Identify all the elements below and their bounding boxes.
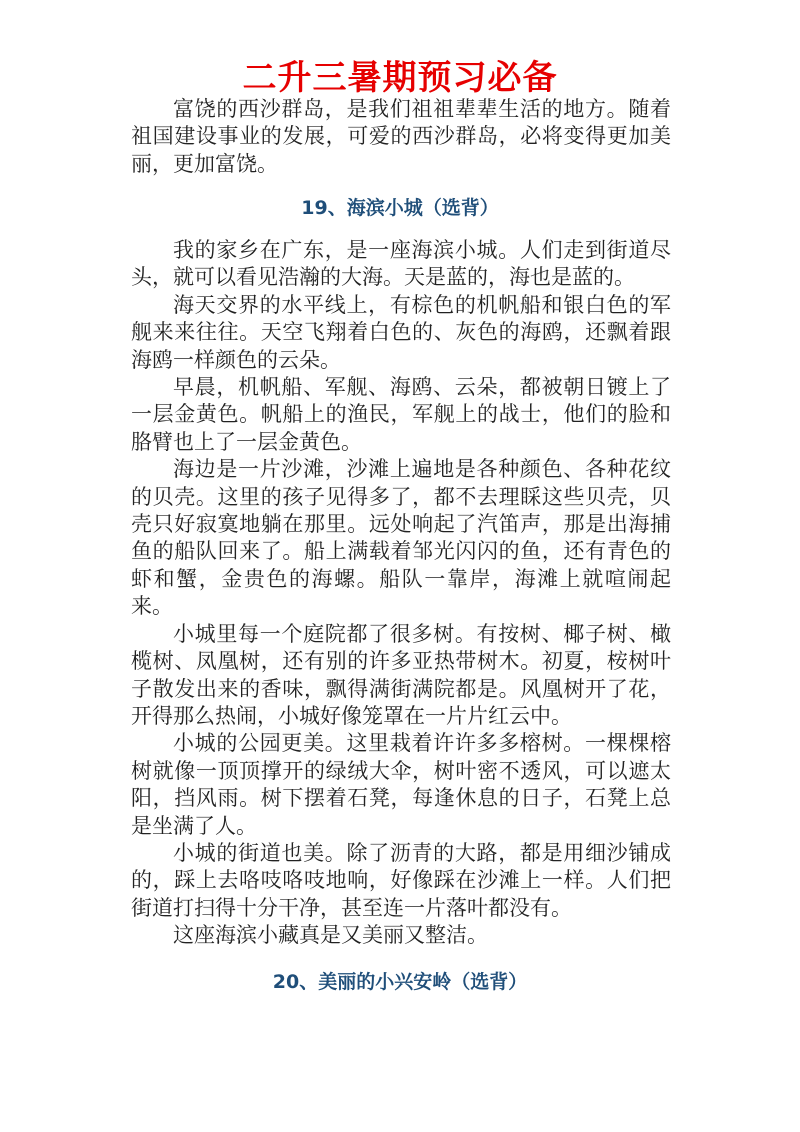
section-heading-19: 19、海滨小城（选背） xyxy=(301,197,499,219)
paragraph-2: 海天交界的水平线上，有棕色的机帆船和银白色的军舰来来往往。天空飞翔着白色的、灰色的海鸥，还飘着跟海鸥一样颜色的云朵。 xyxy=(131,292,671,372)
paragraph-3: 早晨，机帆船、军舰、海鸥、云朵，都被朝日镀上了一层金黄色。帆船上的渔民，军舰上的战士，他们的脸和胳臂也上了一层金黄色。 xyxy=(131,375,671,454)
paragraph-8: 这座海滨小藏真是又美丽又整洁。 xyxy=(173,923,488,948)
intro-block xyxy=(131,96,671,178)
document-title: 二升三暑期预习必备 xyxy=(242,58,558,98)
section-heading-20: 20、美丽的小兴安岭（选背） xyxy=(272,971,528,993)
paragraph-1: 我的家乡在广东，是一座海滨小城。人们走到街道尽头，就可以看见浩瀚的大海。天是蓝的，海也是蓝的。 xyxy=(131,238,671,290)
section-19-body xyxy=(131,237,671,950)
paragraph-5: 小城里每一个庭院都了很多树。有按树、椰子树、橄榄树、凤凰树，还有别的许多亚热带树木。初夏，桉树叶子散发出来的香味，飘得满街满院都是。风凰树开了花，开得那么热闹，小城好像笼罩在一片片红云中。 xyxy=(131,621,671,728)
paragraph-4: 海边是一片沙滩，沙滩上遍地是各种颜色、各种花纹的贝壳。这里的孩子见得多了，都不去理睬这些贝壳，贝壳只好寂寞地躺在那里。远处响起了汽笛声，那是出海捕鱼的船队回来了。船上满载着邹光闪闪的鱼，还有青色的虾和蟹，金贵色的海螺。船队一靠岸，海滩上就喧闹起来。 xyxy=(131,457,671,619)
paragraph-7: 小城的街道也美。除了沥青的大路，都是用细沙铺成的，踩上去咯吱咯吱地响，好像踩在沙滩上一样。人们把街道打扫得十分干净，甚至连一片落叶都没有。 xyxy=(131,840,671,920)
paragraph-6: 小城的公园更美。这里栽着许许多多榕树。一棵棵榕树就像一顶顶撑开的绿绒大伞，树叶密不透风，可以遮太阳，挡风雨。树下摆着石凳，每逢休息的日子，石凳上总是坐满了人。 xyxy=(131,731,671,838)
intro-paragraph: 富饶的西沙群岛，是我们祖祖辈辈生活的地方。随着祖国建设事业的发展，可爱的西沙群岛，必将变得更加美丽，更加富饶。 xyxy=(131,97,671,176)
